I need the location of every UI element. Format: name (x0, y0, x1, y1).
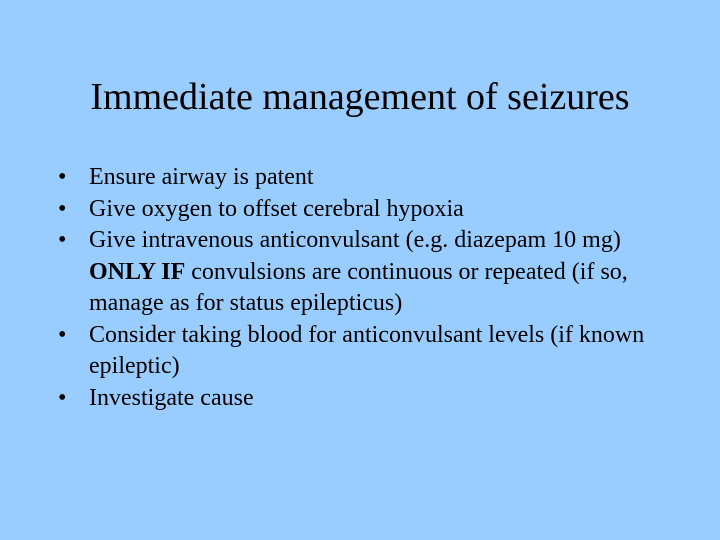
bullet-text-part: convulsions are continuous or repeated (if so, manage as for status epilepticus) (89, 258, 628, 316)
bullet-item (58, 225, 668, 320)
bullet-text-part: Give intravenous anticonvulsant (e.g. diazepam 10 mg) (89, 227, 621, 253)
bullet-icon: • (58, 227, 67, 253)
bullet-item (58, 320, 668, 383)
bullet-text (89, 227, 628, 316)
bullet-text: Ensure airway is patent (89, 164, 314, 190)
bullet-list (58, 162, 668, 414)
bullet-icon: • (58, 321, 67, 348)
bullet-icon: • (58, 164, 67, 190)
bullet-item (58, 194, 668, 226)
slide-title: Immediate management of seizures (90, 76, 630, 118)
bullet-text: Give oxygen to offset cerebral hypoxia (89, 195, 464, 222)
bullet-icon: • (58, 195, 67, 222)
bullet-icon: • (58, 384, 67, 411)
bullet-item (58, 383, 668, 415)
bullet-text: Consider taking blood for anticonvulsant levels (if known epileptic) (89, 321, 645, 379)
bullet-text: Investigate cause (89, 384, 254, 411)
bullet-item (58, 162, 668, 194)
emphasis-text: ONLY IF (89, 258, 186, 285)
